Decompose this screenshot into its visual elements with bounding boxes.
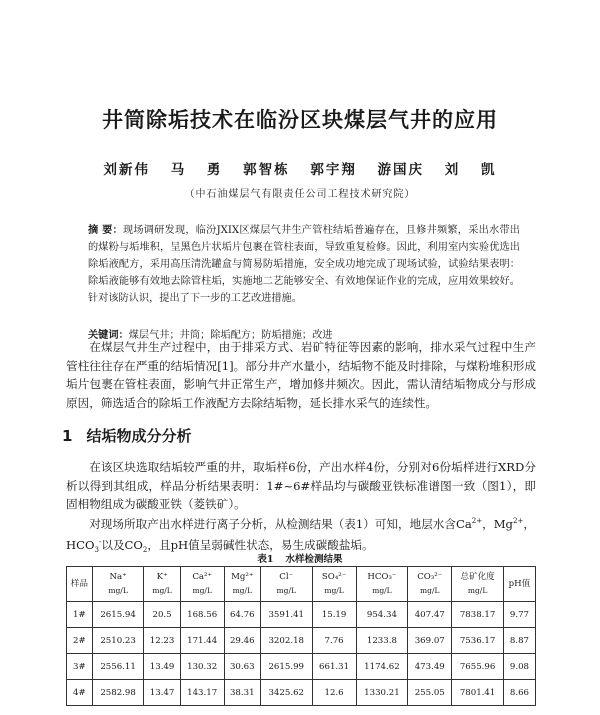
- affiliation: （中石油煤层气有限责任公司工程技术研究院）: [184, 189, 416, 200]
- table-cell: 38.31: [224, 680, 260, 706]
- table-row: [67, 654, 536, 680]
- abstract-label: 摘 要：: [88, 225, 123, 236]
- author: 游国庆: [377, 162, 425, 178]
- table-cell: 661.31: [312, 654, 356, 680]
- table-cell: 2615.94: [92, 602, 144, 628]
- table-header-cell: Na⁺ mg/L: [92, 567, 144, 602]
- keywords-text: 煤层气井；井筒；除垢配方；防垢措施；改进: [128, 330, 333, 341]
- table-cell: 7655.96: [452, 654, 504, 680]
- table-cell: 1174.62: [356, 654, 408, 680]
- author: 郭智栋: [243, 162, 290, 178]
- table-header-cell: Mg²⁺ mg/L: [224, 567, 260, 602]
- table-cell: 4#: [67, 680, 93, 706]
- table-cell: 168.56: [180, 602, 224, 628]
- table-cell: 12.6: [312, 680, 356, 706]
- table-cell: 9.08: [503, 654, 535, 680]
- table-cell: 130.32: [180, 654, 224, 680]
- table-row: [67, 628, 536, 654]
- table-row: [67, 680, 536, 706]
- table-row: [67, 602, 536, 628]
- water-sample-table: [66, 566, 536, 706]
- table-cell: 255.05: [408, 680, 452, 706]
- section-heading: [62, 425, 191, 446]
- table-cell: 7536.17: [452, 628, 504, 654]
- table-cell: 171.44: [180, 628, 224, 654]
- table-caption-text: 水样检测结果: [285, 554, 343, 565]
- table-cell: 3202.18: [260, 628, 312, 654]
- table-cell: 473.49: [408, 654, 452, 680]
- table-cell: 2510.23: [92, 628, 144, 654]
- table-cell: 8.66: [503, 680, 535, 706]
- abstract: [88, 222, 520, 307]
- table-cell: 7838.17: [452, 602, 504, 628]
- table-cell: 3#: [67, 654, 93, 680]
- paper-title: 井筒除垢技术在临汾区块煤层气井的应用: [102, 108, 498, 132]
- table-cell: 2582.98: [92, 680, 144, 706]
- table-header-cell: 总矿化度 mg/L: [452, 567, 504, 602]
- table-number: 表1: [257, 554, 274, 565]
- table-cell: 369.07: [408, 628, 452, 654]
- table-body: [67, 602, 536, 706]
- table-cell: 15.19: [312, 602, 356, 628]
- table-cell: 143.17: [180, 680, 224, 706]
- author: 郭宇翔: [310, 162, 357, 178]
- table-cell: 7.76: [312, 628, 356, 654]
- table-cell: 2#: [67, 628, 93, 654]
- table-cell: 29.46: [224, 628, 260, 654]
- table-cell: 954.34: [356, 602, 408, 628]
- keywords-label: 关键词：: [88, 330, 129, 341]
- table-header-cell: Ca²⁺ mg/L: [180, 567, 224, 602]
- table-header-cell: pH值: [503, 567, 535, 602]
- table-header-cell: Cl⁻ mg/L: [260, 567, 312, 602]
- table-cell: 1#: [67, 602, 93, 628]
- body-paragraph-1: 在该区块选取结垢较严重的井，取垢样6份，产出水样4份，分别对6份垢样进行XRD分析以得到其组成，样品分析结果表明：1#~6#样品均与碳酸亚铁标准谱图一致（图1），即固相物组成为碳酸亚铁（菱铁矿）。: [66, 460, 536, 511]
- author: 刘 凯: [444, 162, 497, 178]
- table-cell: 2556.11: [92, 654, 144, 680]
- author: 刘新伟: [103, 162, 151, 178]
- section-number: 1: [62, 427, 73, 445]
- body-paragraph-2: 对现场所取产出水样进行离子分析，从检测结果（表1）可知，地层水含$Ca^{2+}$，$Mg^{2+}$， $HCO_3^-$以及$CO_2$，且pH值呈弱碱性状态，易生成碳酸盐垢。: [66, 516, 535, 555]
- table-cell: 1233.8: [356, 628, 408, 654]
- abstract-text: 现场调研发现，临汾JXIX区煤层气井生产管柱结垢普遍存在，且修井频繁，采出水带出的煤粉与垢堆积，呈黑色片状垢片包裹在管柱表面，导致重复检修。因此，利用室内实验优选出除垢液配方，采用高压清洗罐盒与简易防垢措施，安全成功地完成了现场试验，试验结果表明：除垢液能够有效地去除管柱垢，实施地二艺能够安全、有效地保证作业的完成，应用效果较好。针对该防认识，提出了下一步的工艺改进措施。: [88, 225, 520, 304]
- intro-paragraph: 在煤层气井生产过程中，由于排采方式、岩矿特征等因素的影响，排水采气过程中生产管柱往往存在严重的结垢情况[1]。部分井产水量小，结垢物不能及时排除，与煤粉堆积形成垢片包裹在管柱表面，影响气井正常生产，增加修井频次。因此，需认清结垢物成分与形成原因，筛选适合的除垢工作液配方去除结垢物，延长排水采气的连续性。: [66, 340, 536, 410]
- author-list: [0, 158, 600, 178]
- table-cell: 2615.99: [260, 654, 312, 680]
- table-header-cell: K⁺ mg/L: [144, 567, 180, 602]
- table-header-cell: SO₄²⁻ mg/L: [312, 567, 356, 602]
- table-cell: 13.49: [144, 654, 180, 680]
- table-cell: 1330.21: [356, 680, 408, 706]
- table-header-cell: HCO₃⁻ mg/L: [356, 567, 408, 602]
- table-cell: 12.23: [144, 628, 180, 654]
- table-cell: 3591.41: [260, 602, 312, 628]
- table-header-cell: CO₃²⁻ mg/L: [408, 567, 452, 602]
- table-cell: 9.77: [503, 602, 535, 628]
- table-cell: 64.76: [224, 602, 260, 628]
- table-header-row: [67, 567, 536, 602]
- table-cell: 20.5: [144, 602, 180, 628]
- table-cell: 13.47: [144, 680, 180, 706]
- author: 马 勇: [170, 162, 223, 178]
- table-cell: 8.87: [503, 628, 535, 654]
- table-cell: 3425.62: [260, 680, 312, 706]
- table-header-cell: 样品: [67, 567, 93, 602]
- table-cell: 7801.41: [452, 680, 504, 706]
- table-caption: [0, 551, 600, 565]
- table-cell: 30.63: [224, 654, 260, 680]
- section-title: 结垢物成分分析: [86, 427, 192, 445]
- table-cell: 407.47: [408, 602, 452, 628]
